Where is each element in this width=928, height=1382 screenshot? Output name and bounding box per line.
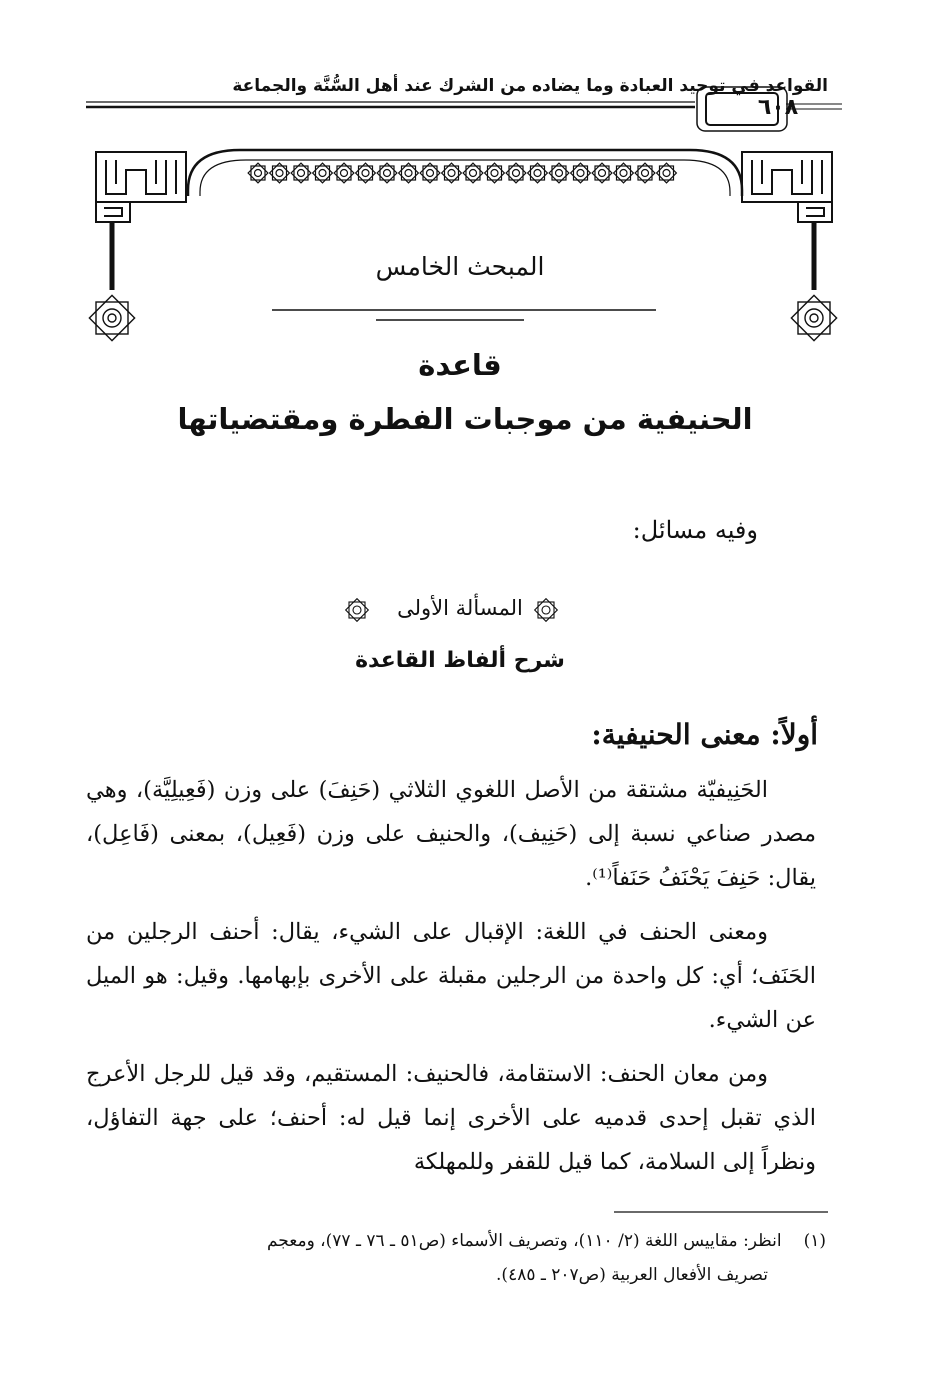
chain-rosette-icon: [248, 163, 268, 183]
rule-title-label: قاعدة: [418, 348, 502, 382]
chain-rosette-icon: [270, 163, 290, 183]
chain-rosette-icon: [334, 163, 354, 183]
fret-ornament-icon: [742, 152, 832, 290]
rosette-icon: [89, 295, 134, 340]
paragraph: ومن معان الحنف: الاستقامة، فالحنيف: المستقيم، وقد قيل للرجل الأعرج الذي تقبل إحدى قدميه على الأخرى إنما قيل له: أحنف؛ على جهة التفاؤل، ونظراً إلى السلامة، كما قيل للقفر وللمهلكة: [86, 1061, 816, 1175]
intro-text: وفيه مسائل:: [632, 516, 758, 544]
chain-rosette-icon: [506, 163, 526, 183]
chain-rosette-icon: [356, 163, 376, 183]
footnote-line: انظر: مقاييس اللغة (٢/ ١١٠)، وتصريف الأسماء (ص٥١ ـ ٧٦ ـ ٧٧)، ومعجم: [266, 1231, 782, 1251]
footnote: [86, 1224, 826, 1292]
chain-rosette-icon: [313, 163, 333, 183]
paragraph: ومعنى الحنف في اللغة: الإقبال على الشيء، يقال: أحنف الرجلين من الحَنَف؛ أي: كل واحدة من الرجلين مقبلة على الأخرى بإبهامها. وقيل: هو الميل عن الشيء.: [86, 919, 816, 1033]
footnote-marker: (١): [803, 1231, 826, 1251]
chain-rosette-icon: [592, 163, 612, 183]
rule-title: الحنيفية من موجبات الفطرة ومقتضياتها: [177, 402, 753, 436]
chain-rosette-icon: [291, 163, 311, 183]
chain-rosette-icon: [399, 163, 419, 183]
subsection-heading: أولاً: معنى الحنيفية:: [591, 718, 818, 751]
chain-rosette-icon: [614, 163, 634, 183]
footnote-line: تصريف الأفعال العربية (ص٢٠٧ ـ ٤٨٥).: [496, 1265, 768, 1285]
chain-rosette-icon: [377, 163, 397, 183]
chain-rosette-icon: [571, 163, 591, 183]
issue-subheading: شرح ألفاظ القاعدة: [355, 648, 565, 673]
section-heading: المبحث الخامس: [375, 252, 545, 281]
chain-rosette-icon: [463, 163, 483, 183]
running-header-title: القواعد في توحيد العبادة وما يضاده من الشرك عند أهل السُّنَّة والجماعة: [232, 76, 828, 96]
chain-rosette-icon: [420, 163, 440, 183]
paragraph: الحَنِيفيّة مشتقة من الأصل اللغوي الثلاثي (حَنِفَ) على وزن (فَعِيلِيَّة)، وهي مصدر صناعي نسبة إلى (حَنِيف)، والحنيف على وزن (فَعِيل)، بمعنى (فَاعِل)، يقال: حَنِفَ يَحْنَفُ حَنَفاً⁽¹⁾.: [86, 777, 816, 891]
rosette-chain: [248, 163, 676, 183]
chain-rosette-icon: [442, 163, 462, 183]
rosette-icon: [791, 295, 836, 340]
chain-rosette-icon: [549, 163, 569, 183]
issue-heading: المسألة الأولى: [397, 596, 523, 620]
chain-rosette-icon: [657, 163, 677, 183]
header-rules: [86, 102, 842, 109]
chain-rosette-icon: [635, 163, 655, 183]
page-number: ٦٠٨: [757, 95, 799, 120]
chain-rosette-icon: [485, 163, 505, 183]
chain-rosette-icon: [528, 163, 548, 183]
fret-ornament-icon: [96, 152, 186, 290]
